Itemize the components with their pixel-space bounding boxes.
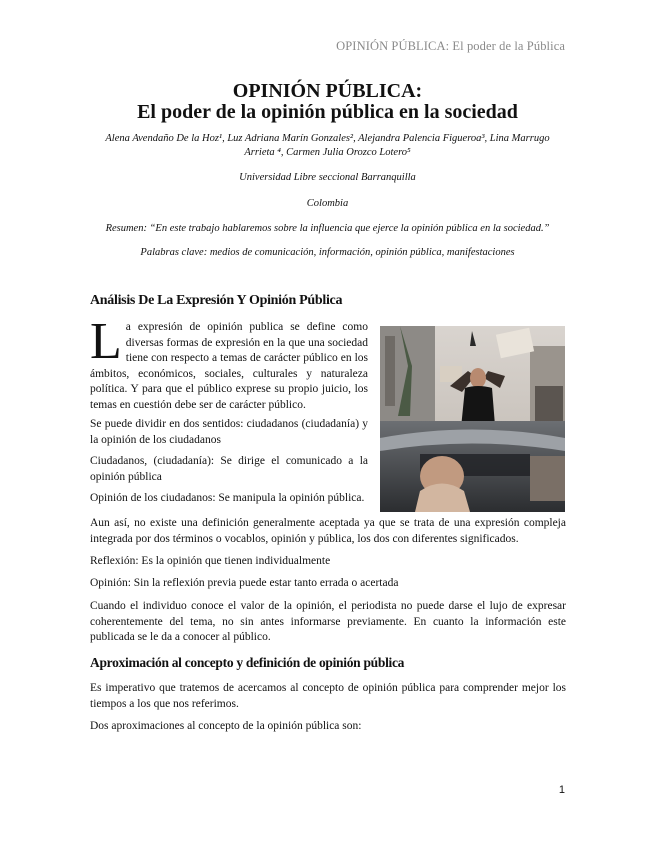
country: Colombia [306,198,349,209]
affiliation: Universidad Libre seccional Barranquilla [239,172,416,183]
drop-cap: L [90,313,122,370]
paragraph: Ciudadanos, (ciudadanía): Se dirige el comunicado a la opinión pública [90,455,368,483]
paragraph: Dos aproximaciones al concepto de la opinión pública son: [90,720,362,732]
protest-photo-image [380,326,565,512]
paragraph: Cuando el individuo conoce el valor de la opinión, el periodista no puede darse el lujo de expresar coherentemente del tema, no sin antes informarse previamente. En cuanto la información este publicada se le da a conocer al público. [90,600,566,643]
abstract: Resumen: “En este trabajo hablaremos sobre la influencia que ejerce la opinión pública en la sociedad.” [105,223,550,234]
section-heading-aproximacion: Aproximación al concepto y definición de opinión pública [90,655,405,670]
intro-paragraph [90,313,368,413]
running-header: OPINIÓN PÚBLICA: El poder de la Pública [336,39,565,53]
paragraph: Se puede dividir en dos sentidos: ciudadanos (ciudadanía) y la opinión de los ciudadanos [90,418,368,446]
section-heading-analisis: Análisis De La Expresión Y Opinión Pública [90,293,343,308]
keywords: Palabras clave: medios de comunicación, información, opinión pública, manifestaciones [140,247,515,258]
paragraph: Reflexión: Es la opinión que tienen individualmente [90,555,331,567]
protest-photo [380,326,565,512]
paper-title-line1: OPINIÓN PÚBLICA: [232,80,423,102]
paragraph: Es imperativo que tratemos de acercamos al concepto de opinión pública para comprender mejor los tiempos a los que nos referimos. [90,682,566,710]
paragraph: Opinión: Sin la reflexión previa puede estar tanto errada o acertada [90,577,399,589]
author-list: Alena Avendaño De la Hoz¹, Luz Adriana Marín Gonzales², Alejandra Palencia Figueroa³, Lina Marrugo Arrieta ⁴, Carmen Julia Orozco Lotero⁵ [105,133,550,158]
paper-title-line2: El poder de la opinión pública en la sociedad [137,101,518,123]
paragraph: Aun así, no existe una definición generalmente aceptada ya que se trata de una expresión compleja integrada por dos términos o vocablos, opinión y pública, los dos con diferentes significados. [90,517,566,545]
paragraph: Opinión de los ciudadanos: Se manipula la opinión pública. [90,492,365,504]
intro-text: a expresión de opinión publica se define como diversas formas de expresión en la que una sociedad tiene con respecto a temas de carácter público en los ámbitos, económicos, sociales, culturales y naturaleza política. Y para que el público exprese su propio juicio, los temas en cuestión debe ser de carácter público. [90,321,368,411]
page-number: 1 [558,784,565,796]
